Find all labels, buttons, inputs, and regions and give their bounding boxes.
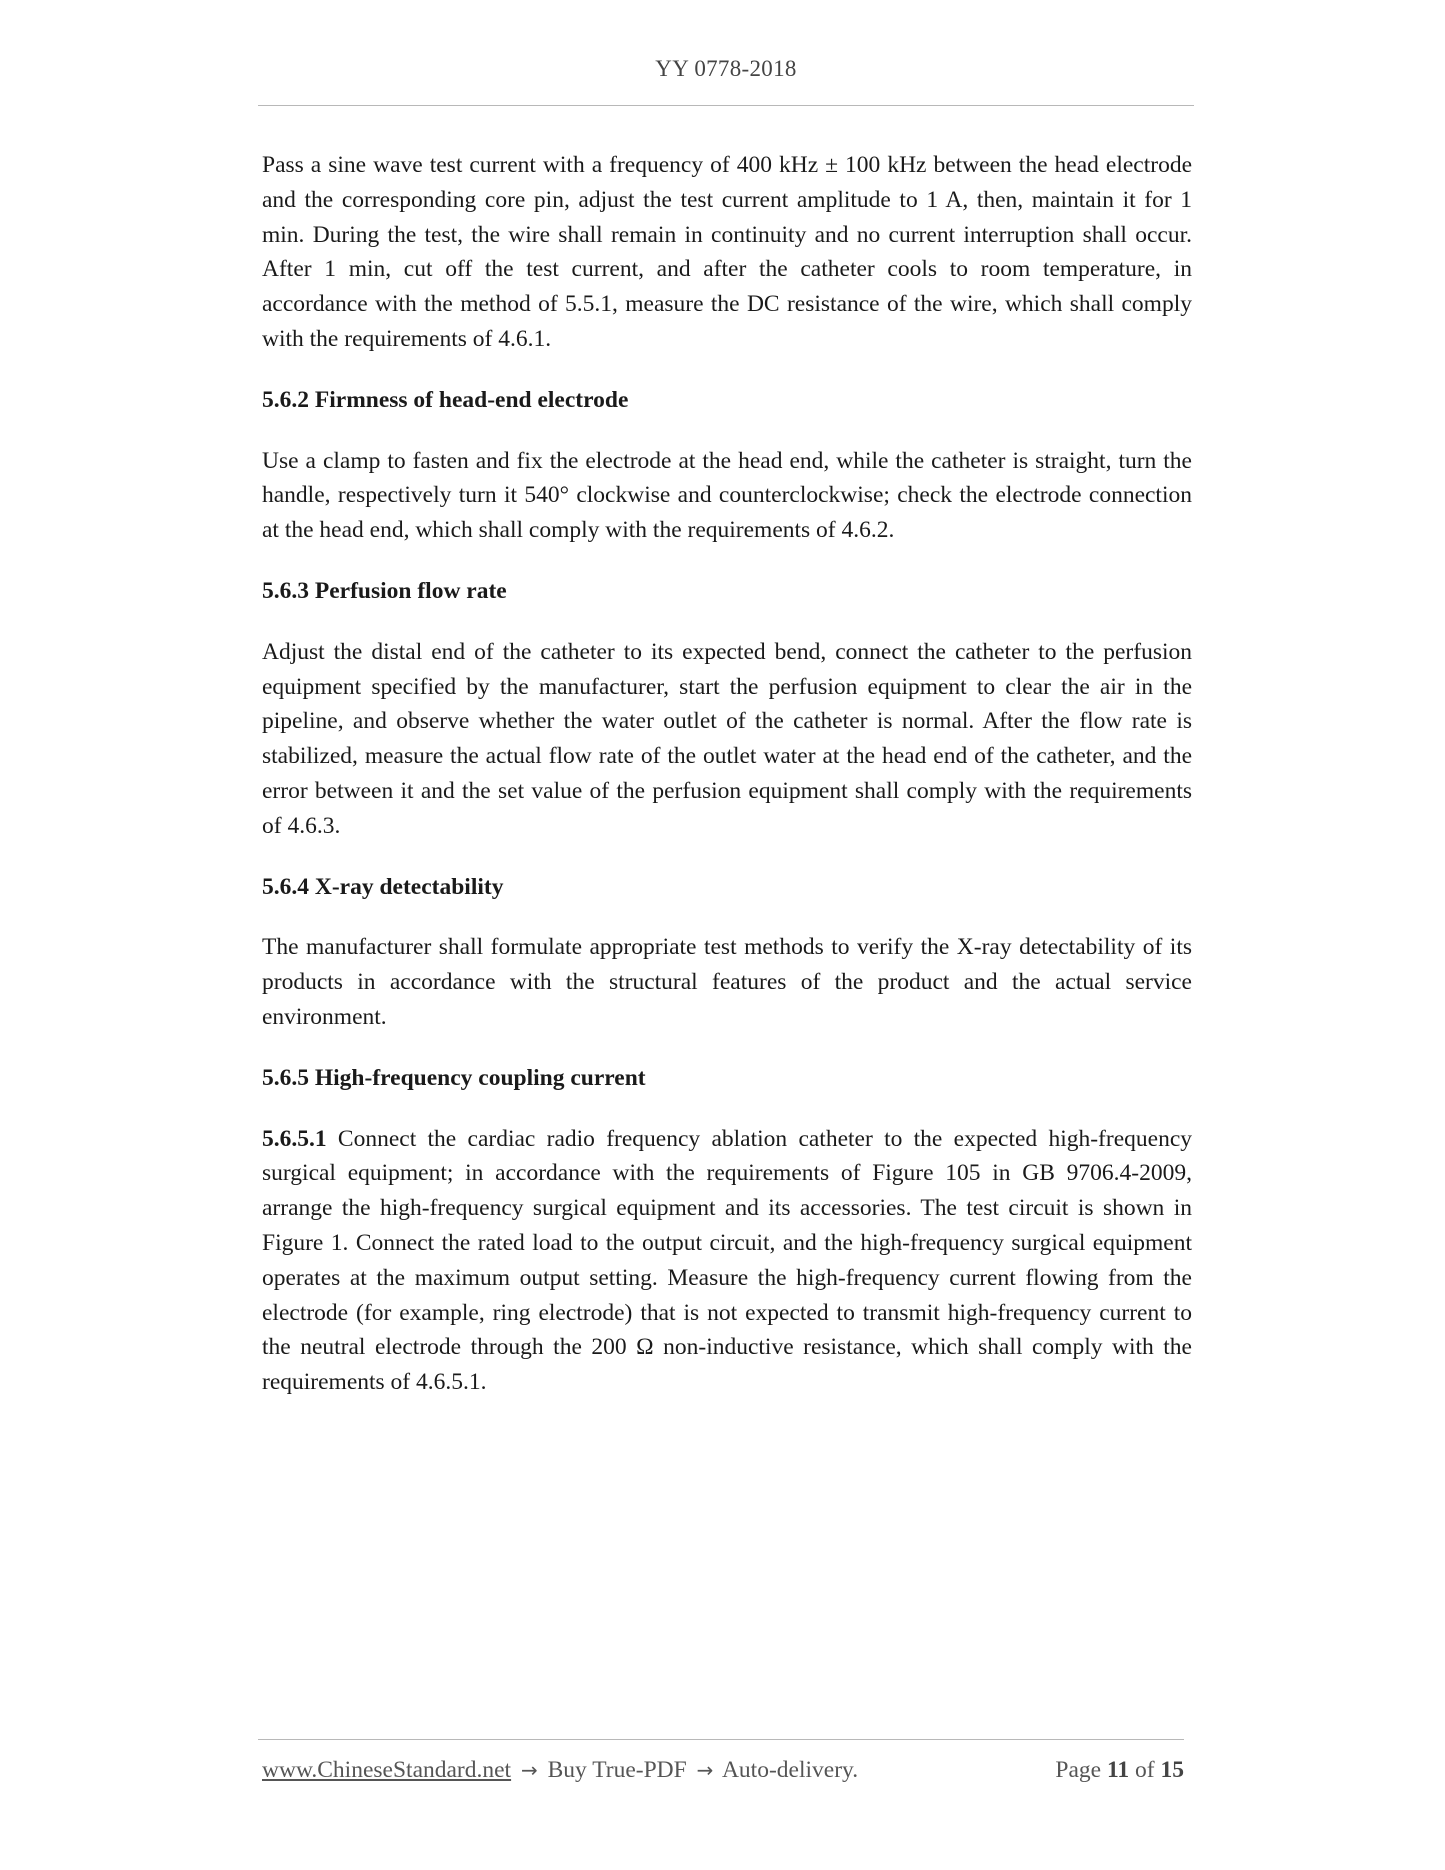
current-page-number: 11 [1106, 1757, 1130, 1783]
clause-number-5-6-5-1: 5.6.5.1 [262, 1125, 327, 1152]
page-label: Page [1055, 1757, 1102, 1783]
section-text-5-6-5-1 [262, 1122, 1192, 1400]
page-indicator [1055, 1757, 1184, 1784]
arrow-right-icon: → [696, 1758, 714, 1782]
website-link[interactable]: www.ChineseStandard.net [262, 1757, 512, 1783]
total-page-count: 15 [1160, 1757, 1184, 1783]
clause-text-5-6-5-1: Connect the cardiac radio frequency ablation catheter to the expected high-frequency surgical equipment; in accordance with the requirements of Figure 105 in GB 9706.4-2009, arrange the high-frequency surgical equipment and its accessories. The test circuit is shown in Figure 1. Connect the rated load to the output circuit, and the high-frequency surgical equipment operates at the maximum output setting. Measure the high-frequency current flowing from the electrode (for example, ring electrode) that is not expected to transmit high-frequency current to the neutral electrode through the 200 Ω non-inductive resistance, which shall comply with the requirements of 4.6.5.1. [262, 1125, 1192, 1396]
section-heading-5-6-4: 5.6.4 X-ray detectability [262, 873, 504, 900]
page-footer [262, 1757, 1184, 1784]
document-body [262, 148, 1192, 1426]
header-divider [258, 105, 1194, 106]
section-text-5-6-4: The manufacturer shall formulate appropriate test methods to verify the X-ray detectability of its products in accordance with the structural features of the product and the actual service environment. [262, 934, 1192, 1030]
section-text-5-6-3: Adjust the distal end of the catheter to its expected bend, connect the catheter to the perfusion equipment specified by the manufacturer, start the perfusion equipment to clear the air in the pipeline, and observe whether the water outlet of the catheter is normal. After the flow rate is stabilized, measure the actual flow rate of the outlet water at the head end of the catheter, and the error between it and the set value of the perfusion equipment shall comply with the requirements of 4.6.3. [262, 638, 1192, 839]
section-heading-5-6-3: 5.6.3 Perfusion flow rate [262, 577, 507, 604]
of-label: of [1135, 1757, 1155, 1783]
buy-pdf-text: Buy True-PDF [547, 1757, 687, 1783]
section-heading-5-6-5: 5.6.5 High-frequency coupling current [262, 1064, 646, 1091]
document-id-header: YY 0778-2018 [655, 56, 797, 81]
intro-paragraph: Pass a sine wave test current with a frequency of 400 kHz ± 100 kHz between the head electrode and the corresponding core pin, adjust the test current amplitude to 1 A, then, maintain it for 1 min. During the test, the wire shall remain in continuity and no current interruption shall occur. After 1 min, cut off the test current, and after the catheter cools to room temperature, in accordance with the method of 5.5.1, measure the DC resistance of the wire, which shall comply with the requirements of 4.6.1. [262, 152, 1192, 352]
section-text-5-6-2: Use a clamp to fasten and fix the electrode at the head end, while the catheter is straight, turn the handle, respectively turn it 540° clockwise and counterclockwise; check the electrode connection at the head end, which shall comply with the requirements of 4.6.2. [262, 447, 1192, 544]
auto-delivery-text: Auto-delivery. [721, 1757, 859, 1783]
footer-divider [258, 1739, 1184, 1740]
section-heading-5-6-2: 5.6.2 Firmness of head-end electrode [262, 386, 629, 413]
arrow-right-icon: → [520, 1758, 538, 1782]
